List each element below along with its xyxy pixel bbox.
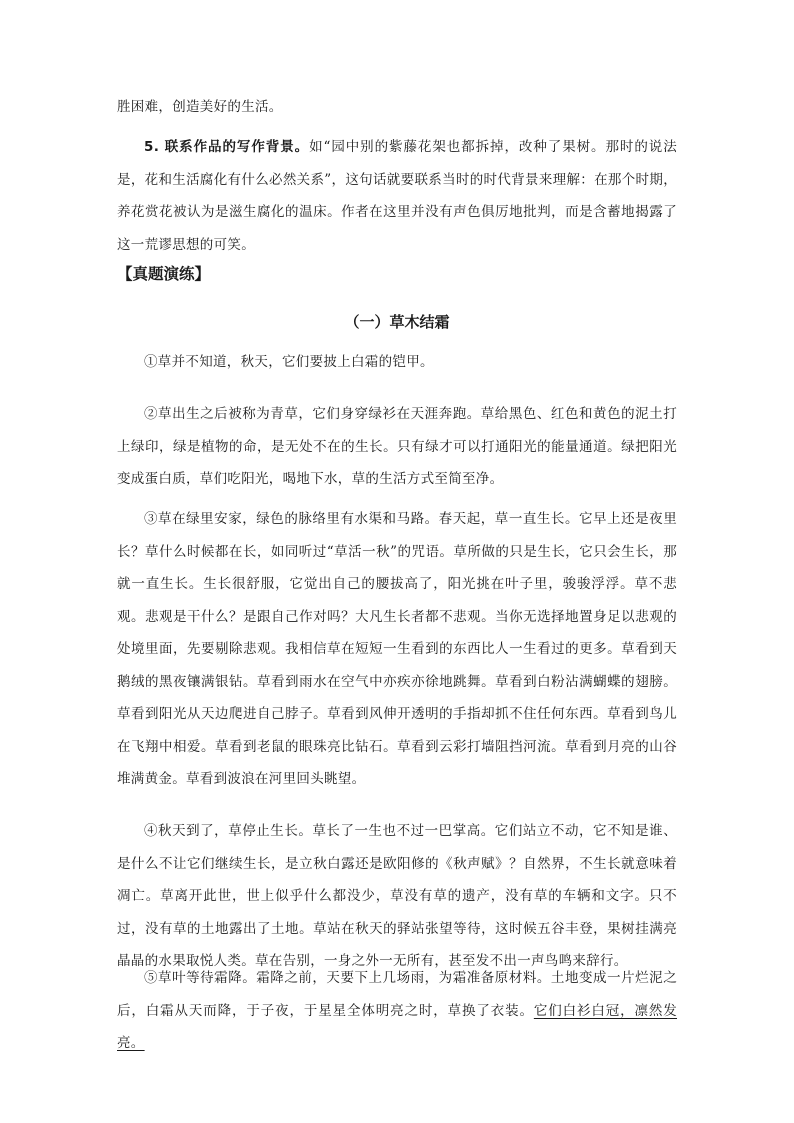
essay-paragraph-5 (117, 962, 677, 1060)
section-title: 【真题演练】 (117, 265, 211, 283)
paragraph-5-text: ⑤草叶等待霜降。霜降之前，天要下上几场雨，为霜准备原材料。土地变成一片烂泥之后，白霜从天而降，于子夜，于星星全体明亮之时，草换了衣装。 (117, 970, 677, 1019)
paragraph-5-underlined-sentence: 它们白衫白冠，凛然发亮。 (117, 1002, 678, 1051)
essay-paragraph-1: ①草并不知道，秋天，它们要披上白霜的铠甲。 (144, 354, 434, 370)
point-5-label: 5. 联系作品的写作背景。 (144, 139, 310, 155)
essay-paragraph-4: ④秋天到了，草停止生长。草长了一生也不过一巴掌高。它们站立不动，它不知是谁、是什么不让它们继续生长，是立秋白露还是欧阳修的《秋声赋》？自然界，不生长就意味着凋亡。草离开此世，世上似乎什么都没少，草没有草的遗产，没有草的车辆和文字。只不过，没有草的土地露出了土地。草站在秋天的驿站张望等待，这时候五谷丰登，果树挂满亮晶晶的水果取悦人类。草在告别，一身之外一无所有，甚至发不出一声鸟鸣来辞行。 (117, 823, 677, 969)
essay-paragraph-3: ③草在绿里安家，绿色的脉络里有水渠和马路。春天起，草一直生长。它早上还是夜里长？草什么时候都在长，如同听过“草活一秋”的咒语。草所做的只是生长，它只会生长，那就一直生长。生长很舒服，它觉出自己的腰拔高了，阳光挑在叶子里，骏骏浮浮。草不悲观。悲观是干什么？是跟自己作对吗？大凡生长者都不悲观。当你无选择地置身足以悲观的处境里面，先要剔除悲观。我相信草在短短一生看到的东西比人一生看过的更多。草看到天鹅绒的黑夜镶满银钻。草看到雨水在空气中亦疾亦徐地跳舞。草看到白粉沾满蝴蝶的翅膀。草看到阳光从天边爬进自己脖子。草看到风伸开透明的手指却抓不住任何东西。草看到鸟儿在飞翔中相爱。草看到老鼠的眼珠亮比钻石。草看到云彩打墙阻挡河流。草看到月亮的山谷堆满黄金。草看到波浪在河里回头眺望。 (117, 511, 677, 787)
essay-title: （一）草木结霜 (344, 313, 450, 331)
essay-paragraph-2: ②草出生之后被称为青草，它们身穿绿衫在天涯奔跑。草给黑色、红色和黄色的泥土打上绿印，绿是植物的命，是无处不在的生长。只有绿才可以打通阳光的能量通道。绿把阳光变成蛋白质，草们吃阳光，喝地下水，草的生活方式至简至净。 (117, 406, 677, 487)
point-5-paragraph (117, 131, 677, 261)
intro-tail-line: 胜困难，创造美好的生活。 (117, 99, 283, 115)
point-5-text: 如“园中别的紫藤花架也都拆掉，改种了果树。那时的说法是，花和生活腐化有什么必然关系”，这句话就要联系当时的时代背景来理解：在那个时期，养花赏花被认为是滋生腐化的温床。作者在这里并没有声色俱厉地批判，而是含蓄地揭露了这一荒谬思想的可笑。 (117, 139, 678, 253)
